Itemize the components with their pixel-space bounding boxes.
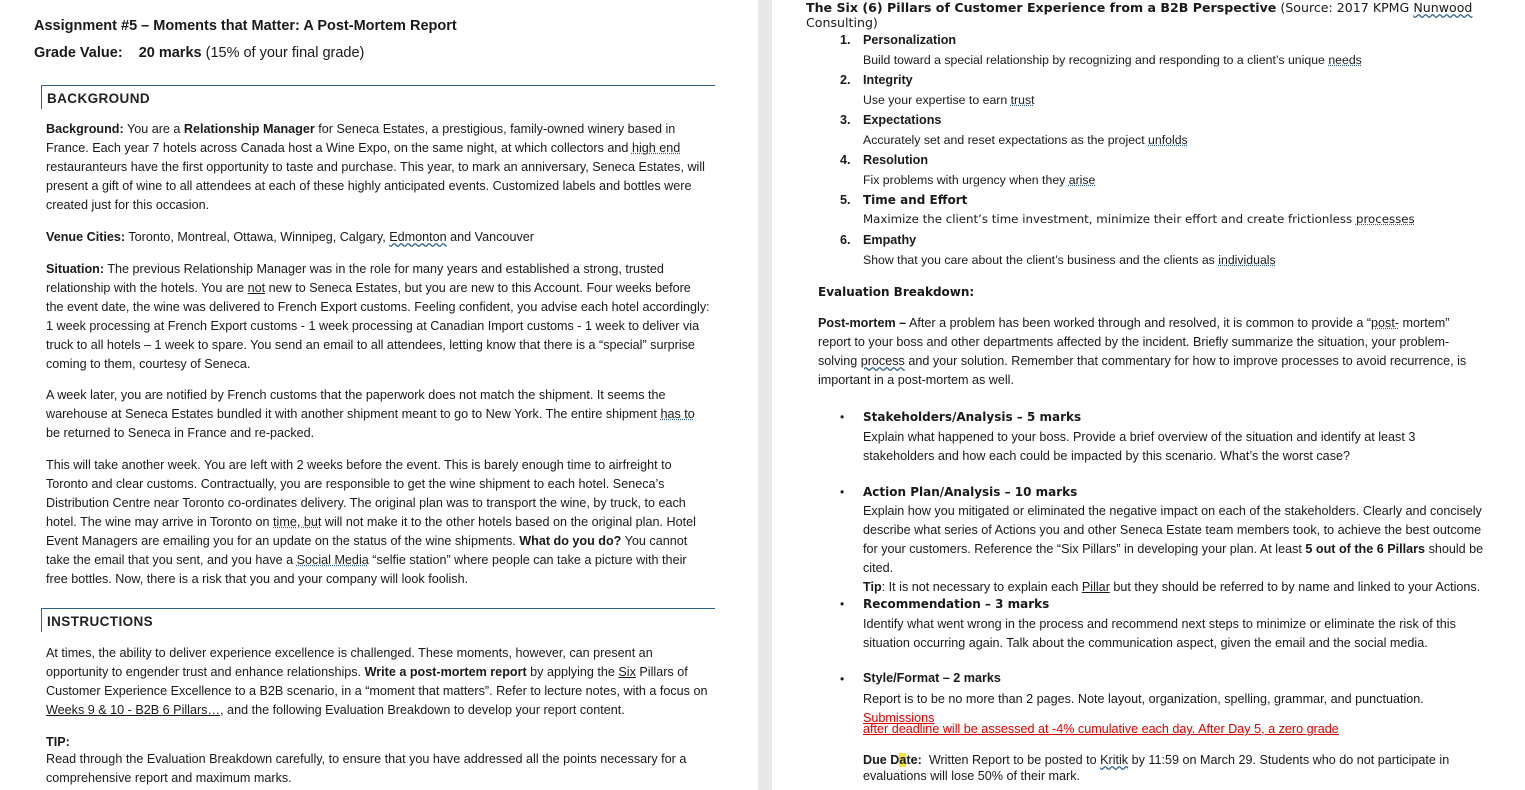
background-paragraph [46, 120, 710, 215]
post-text: post- [1371, 316, 1400, 330]
pillar-number: 5. [840, 193, 851, 207]
pillar-link: individuals [1218, 253, 1276, 267]
pillar-number: 4. [840, 153, 851, 167]
pillar-link: trust [1010, 93, 1035, 107]
pillar-text: Pillar [1081, 580, 1110, 594]
source-text: Consulting) [806, 15, 878, 30]
role-text: Relationship Manager [183, 122, 315, 136]
what-do-you-do-text: What do you do? [519, 534, 622, 548]
background-text: You are a [126, 122, 181, 136]
paragraph-text: This will take another week. You are left with 2 weeks before the event. This is barely enough time to airfreight to Toronto and clear customs. Contractually, you are responsible to get the wine shipment to each hotel. Seneca’s Distribution Centre near Toronto co-ordinates delivery. The original plan was to transport the wine, by truck, to each hotel. The wine may arrive in Toronto on [46, 458, 686, 529]
action-plan-heading: Action Plan/Analysis – 10 marks [863, 485, 1078, 499]
instructions-paragraph [46, 644, 710, 720]
stakeholders-heading: Stakeholders/Analysis – 5 marks [863, 410, 1082, 424]
pillar-link: unfolds [1148, 133, 1188, 147]
document-page-left [0, 0, 758, 790]
background-text: restauranteurs have the first opportunity to taste and purchase. This year, to mark an anniversary, Seneca Estates, will present a gift of wine to all attendees at each of these highly anticipated events. Customized labels and bottles were created just for this occasion. [46, 160, 705, 212]
pillar-description: Show that you care about the client’s business and the clients as individuals [863, 253, 1276, 267]
late-policy-text: Submissions [863, 711, 935, 725]
kritik-text: Kritik [1100, 753, 1129, 767]
recommendation-heading: Recommendation – 3 marks [863, 597, 1050, 611]
post-mortem-label: Post-mortem – [818, 316, 907, 330]
instructions-text: by applying the [530, 665, 615, 679]
pillar-description: Use your expertise to earn trust [863, 93, 1035, 107]
social-media-text: Social Media [296, 553, 369, 567]
week-later-paragraph [46, 386, 710, 443]
style-format-heading: Style/Format – 2 marks [863, 671, 1001, 685]
weeks-link[interactable]: Weeks 9 & 10 - B2B 6 Pillars… [46, 703, 221, 717]
not-text: not [247, 281, 266, 295]
background-heading: BACKGROUND [41, 85, 715, 109]
style-format-text: Report is to be no more than 2 pages. Note layout, organization, spelling, grammar, and punctuation. Submissions [863, 692, 1424, 725]
stakeholders-text: Explain what happened to your boss. Provide a brief overview of the situation and identify at least 3 stakeholders and how each could be impacted by this scenario. What’s the worst case? [863, 430, 1416, 463]
assignment-title: Assignment #5 – Moments that Matter: A Post-Mortem Report [34, 18, 457, 34]
time-but-text: time, but [273, 515, 322, 529]
instructions-text: , and the following Evaluation Breakdown to develop your report content. [220, 703, 625, 717]
paragraph-text: will not make it to the other hotels based on the original plan. Hotel Event Managers are emailing you for an update on the status of the wine shipments. [46, 515, 696, 548]
post-mortem-text: and your solution. Remember that commentary for how to improve processes to avoid recurrence, is important in a post-mortem as well. [818, 354, 1467, 387]
bullet-dot: • [840, 410, 845, 424]
pillar-description: Build toward a special relationship by recognizing and responding to a client’s unique needs [863, 53, 1362, 67]
pillar-name: Personalization [863, 33, 957, 47]
situation-text: new to Seneca Estates, but you are new to this Account. Four weeks before the event date, the wine was delivered to French Export customs. Feeling confident, you advise each hotel accordingly: 1 week processing at French Export customs - 1 week processing at Canadian Import customs - 1 week to deliver via truck to all hotels – 1 week to spare. You send an email to all attendees, letting know that there is a “special” surprise coming to them, courtesy of Seneca. [46, 281, 710, 371]
six-text: Six [618, 665, 636, 679]
situation-text: The previous Relationship Manager was in the role for many years and established a strong, trusted relationship with the hotels. You are [46, 262, 664, 295]
pillar-description: Accurately set and reset expectations as the project unfolds [863, 133, 1188, 147]
edmonton-text: Edmonton [389, 230, 447, 244]
pillars-title [806, 0, 1525, 30]
action-plan-text: Explain how you mitigated or eliminated the negative impact on each of the stakeholders. Clearly and concisely describe what series of Actions you and other Seneca Estate team members took, to achieve the best outcome for your customers. Reference the “Six Pillars” in developing your plan. At least 5 out of the 6 Pillars should be cited. Tip: It is not necessary to explain each Pillar but they should be referred to by name and linked to your Actions. [863, 504, 1484, 594]
pillar-name: Resolution [863, 153, 929, 167]
pillar-name: Time and Effort [863, 193, 968, 207]
paragraph-text: You cannot take the email that you sent, and you have a [46, 534, 688, 567]
pillar-link: processes [1355, 212, 1415, 226]
background-text: for Seneca Estates, a prestigious, family-owned winery based in France. Each year 7 hotels across Canada host a Wine Expo, on the same night, at which collectors and [46, 122, 676, 155]
post-mortem-paragraph [818, 314, 1478, 390]
pillar-link: needs [1328, 53, 1362, 67]
venue-cities-paragraph [46, 228, 710, 247]
venue-text: and Vancouver [450, 230, 534, 244]
post-mortem-text: mortem” report to your boss and other departments affected by the incident. Briefly summarize the situation, your problem-solving [818, 316, 1450, 368]
bullet-dot: • [840, 597, 845, 611]
instructions-text: At times, the ability to deliver experience excellence is challenged. These moments, however, can present an opportunity to engender trust and enhance relationships. [46, 646, 653, 679]
pillar-name: Integrity [863, 73, 913, 87]
paragraph-text: be returned to Seneca in France and re-packed. [46, 426, 315, 440]
venue-text: Toronto, Montreal, Ottawa, Winnipeg, Calgary, [128, 230, 386, 244]
post-mortem-text: After a problem has been worked through and resolved, it is common to provide a “ [909, 316, 1372, 330]
another-week-paragraph [46, 456, 710, 589]
instructions-heading: INSTRUCTIONS [41, 608, 715, 632]
pillars-title-bold: The Six (6) Pillars of Customer Experience from a B2B Perspective [806, 0, 1277, 15]
nunwood-text: Nunwood [1413, 0, 1473, 15]
page-gutter [758, 0, 772, 790]
pillar-number: 1. [840, 33, 851, 47]
pillar-number: 3. [840, 113, 851, 127]
late-policy-text: after deadline will be assessed at -4% cumulative each day. After Day 5, a zero grade [863, 722, 1339, 736]
recommendation-text: Identify what went wrong in the process and recommend next steps to minimize or eliminate the risk of this situation occurring again. Talk about the communication aspect, given the email and the social media. [863, 617, 1456, 650]
instructions-bold-text: Write a post-mortem report [364, 665, 527, 679]
grade-label: Grade Value: [34, 45, 123, 61]
grade-marks: 20 marks [138, 45, 202, 61]
pillars-count-text: 5 out of the 6 Pillars [1305, 542, 1426, 556]
grade-value-line [34, 45, 364, 61]
pillar-number: 2. [840, 73, 851, 87]
due-date-label: Due Date: [863, 753, 922, 767]
bullet-dot: • [840, 672, 845, 686]
pillar-link: arise [1068, 173, 1096, 187]
grade-note: (15% of your final grade) [205, 45, 365, 61]
tip-text: Read through the Evaluation Breakdown carefully, to ensure that you have addressed all the points necessary for a comprehensive report and maximum marks. [46, 752, 687, 785]
tip-label: Tip [863, 580, 882, 594]
process-text: process [860, 354, 905, 368]
venue-label: Venue Cities: [46, 230, 126, 244]
background-label: Background: [46, 122, 124, 136]
paragraph-text: A week later, you are notified by French customs that the paperwork does not match the shipment. It seems the warehouse at Seneca Estates bundled it with another shipment meant to go to New York. The entire shipment [46, 388, 666, 421]
pillar-description: Fix problems with urgency when they arise [863, 173, 1096, 187]
pillar-number: 6. [840, 233, 851, 247]
pillar-description: Maximize the client’s time investment, minimize their effort and create frictionless processes [863, 212, 1415, 226]
tip-label: TIP: [46, 735, 70, 749]
pillar-name: Expectations [863, 113, 942, 127]
bullet-dot: • [840, 485, 845, 499]
situation-paragraph [46, 260, 710, 374]
source-text: (Source: 2017 KPMG [1280, 0, 1410, 15]
paragraph-text: “selfie station” where people can take a picture with their free bottles. Now, there is a risk that you and your company will look foolish. [46, 553, 687, 586]
pillar-name: Empathy [863, 233, 917, 247]
evaluation-heading: Evaluation Breakdown: [818, 285, 975, 299]
has-to-text: has to [660, 407, 695, 421]
document-page-right [772, 0, 1525, 790]
situation-label: Situation: [46, 262, 105, 276]
high-end-text: high end [631, 141, 681, 155]
due-date-paragraph: Due Date: Written Report to be posted to Kritik by 11:59 on March 29. Students who do not participate in evaluations will lose 50% of their mark. [863, 753, 1450, 783]
instructions-text: Pillars of Customer Experience Excellence to a B2B scenario, in a “moment that matters”. Refer to lecture notes, with a focus on [46, 665, 708, 698]
